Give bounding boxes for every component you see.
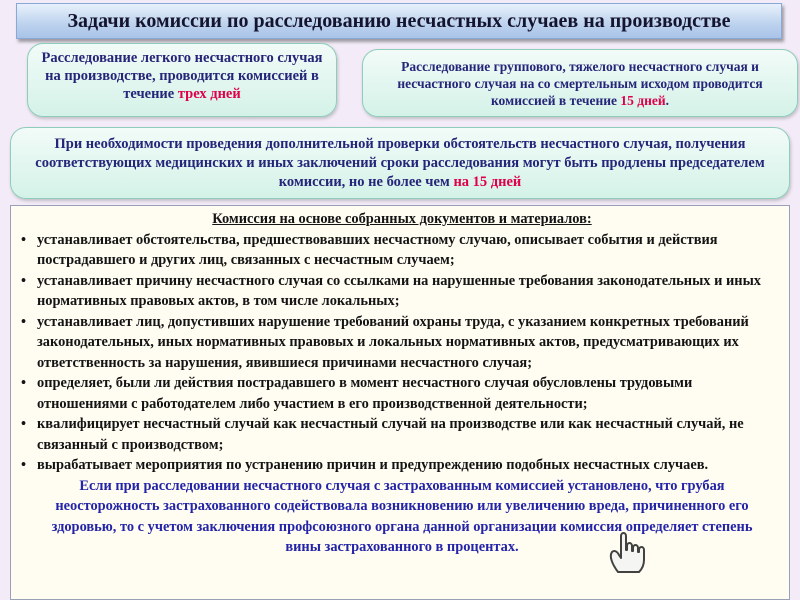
commission-tasks-list xyxy=(21,230,783,476)
severe-case-suffix: . xyxy=(665,93,670,108)
list-item xyxy=(21,312,783,374)
severe-case-deadline: 15 дней xyxy=(620,93,666,108)
severe-case-text: Расследование группового, тяжелого несчастного случая и несчастного случая на со смертельным исходом проводится комиссией в течение xyxy=(397,59,763,108)
bullet-icon: • xyxy=(21,272,27,289)
list-item xyxy=(21,373,783,414)
list-item-text: устанавливает причину несчастного случая со ссылками на нарушенные требования законодательных и иных нормативных правовых актов, в том числе локальных; xyxy=(37,272,762,309)
list-item-text: вырабатывает мероприятия по устранению причин и предупреждению подобных несчастных случаев. xyxy=(37,457,709,473)
light-case-deadline: трех дней xyxy=(177,86,241,102)
list-item xyxy=(21,455,783,476)
commission-tasks-heading: Комиссия на основе собранных документов и материалов: xyxy=(212,211,592,227)
list-item xyxy=(21,271,783,312)
extension-box xyxy=(10,127,790,199)
bullet-icon: • xyxy=(21,375,27,391)
bullet-icon: • xyxy=(21,416,27,432)
page-title: Задачи комиссии по расследованию несчастных случаев на производстве xyxy=(16,3,782,39)
bullet-icon: • xyxy=(21,457,27,473)
light-case-text: Расследование легкого несчастного случая на производстве, проводится комиссией в течение xyxy=(41,50,323,102)
severe-case-box xyxy=(362,49,798,117)
list-item xyxy=(21,230,783,271)
hand-pointer-icon[interactable] xyxy=(606,530,652,574)
list-item-text: квалифицирует несчастный случай как несчастный случай на производстве или как несчастный случай, не связанный с производством; xyxy=(37,416,744,453)
list-item-text: устанавливает обстоятельства, предшествовавших несчастному случаю, описывает события и действия пострадавшего и других лиц, связанных с несчастным случаем; xyxy=(37,231,718,268)
light-case-box xyxy=(27,43,337,117)
bullet-icon: • xyxy=(21,313,27,330)
insurance-note: Если при расследовании несчастного случая с застрахованным комиссией установлено, что грубая неосторожность застрахованного содействовала возникновению или увеличению вреда, причиненного его здоровью, то с учетом заключения профсоюзного органа данной организации комиссия определяет степень вины застрахованного в процентах. xyxy=(51,477,753,555)
list-item-text: определяет, были ли действия пострадавшего в момент несчастного случая обусловлены трудовыми отношениями с работодателем либо участием в его производственной деятельности; xyxy=(37,375,693,412)
extension-deadline: на 15 дней xyxy=(453,174,522,190)
list-item-text: устанавливает лиц, допустивших нарушение требований охраны труда, с указанием конкретных требований законодательных, иных нормативных правовых и локальных нормативных актов, предусматривающих их ответственность за нарушения, явившиеся причинами несчастного случая; xyxy=(37,313,749,371)
extension-text: При необходимости проведения дополнительной проверки обстоятельств несчастного случая, получения соответствующих медицинских и иных заключений сроки расследования могут быть продлены председателем комиссии, но не более чем xyxy=(35,136,765,190)
bullet-icon: • xyxy=(21,231,27,248)
list-item xyxy=(21,414,783,455)
commission-tasks-panel xyxy=(10,205,790,600)
